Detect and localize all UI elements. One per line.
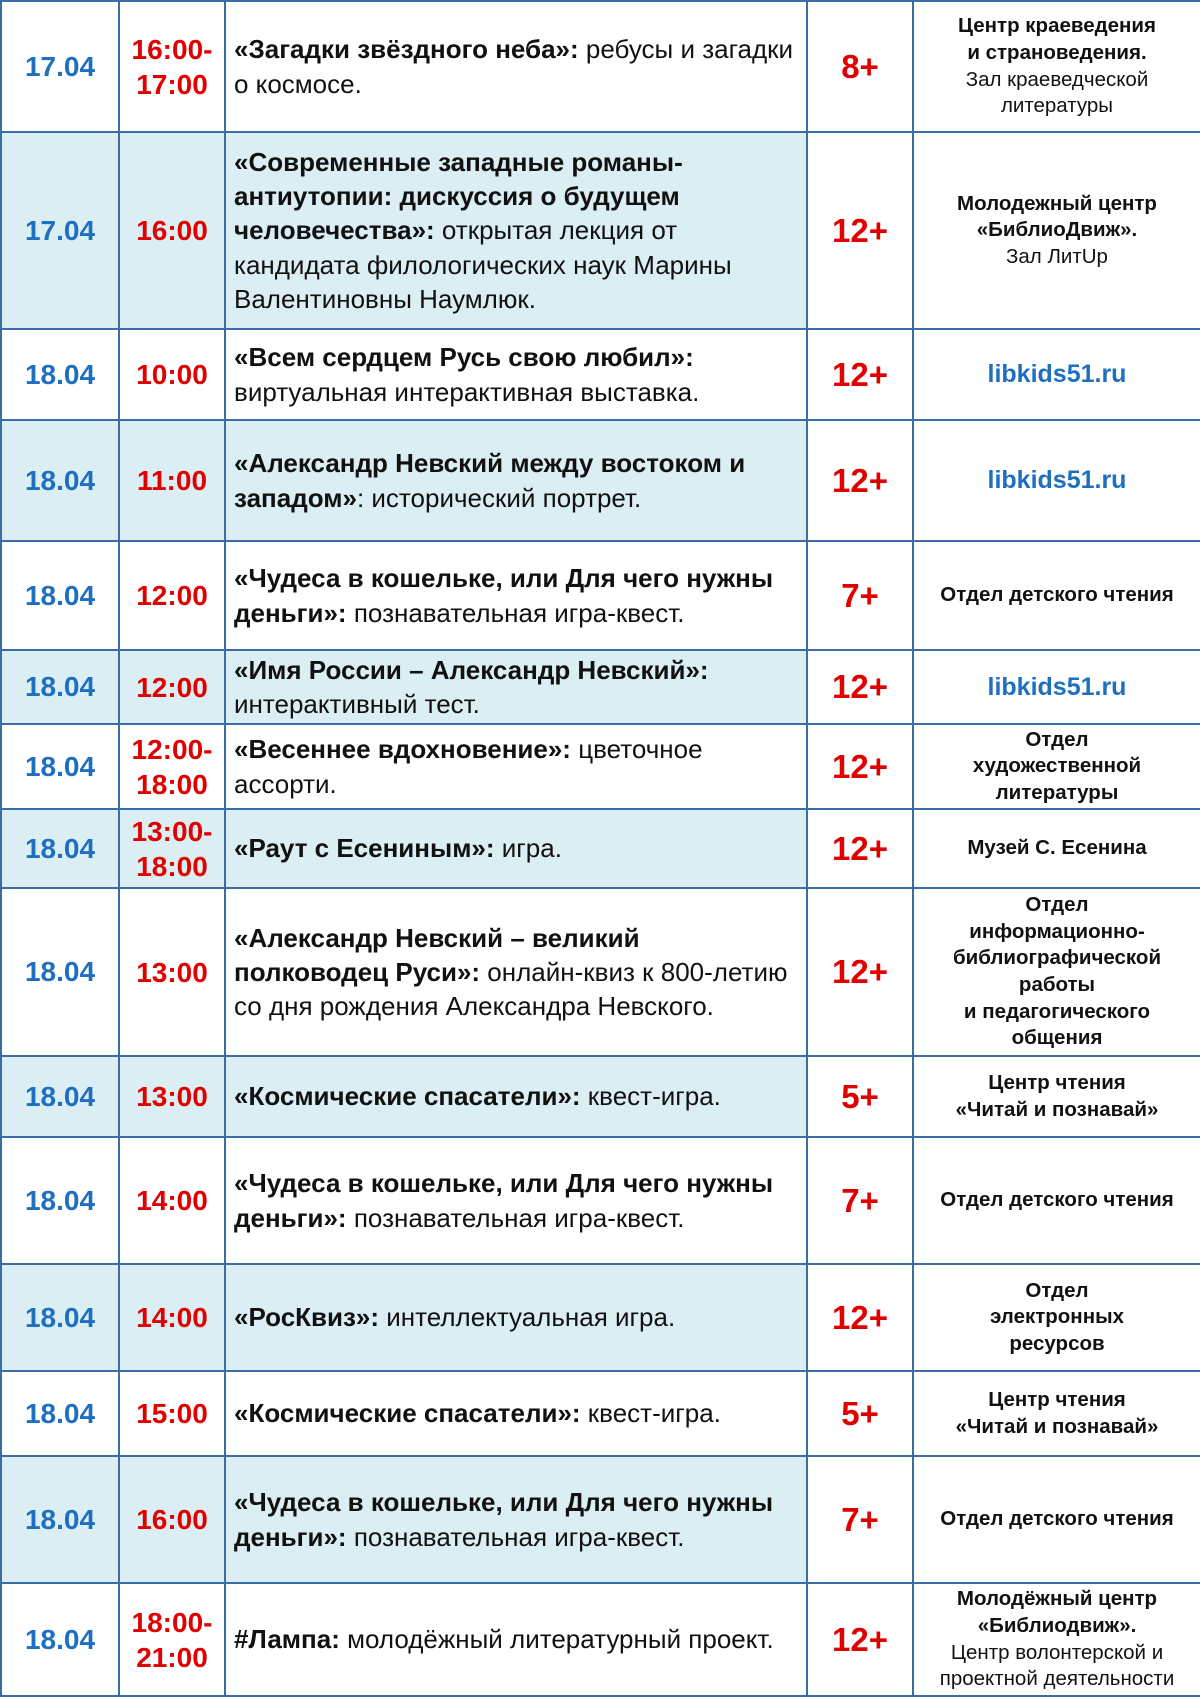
event-title: «Космические спасатели»:: [234, 1398, 581, 1429]
event-details: виртуальная интерактивная выставка.: [234, 376, 700, 407]
event-location: [913, 1371, 1200, 1456]
table-row: [1, 650, 1200, 724]
event-title: «Александр Невский – великий полководец Руси»:: [234, 922, 640, 987]
event-time: [119, 1371, 225, 1456]
location-name: Молодежный центр «БиблиоДвиж».: [957, 191, 1157, 242]
event-time-line: 13:00: [136, 1081, 208, 1112]
age-rating: 12+: [807, 132, 913, 329]
event-time: [119, 1583, 225, 1696]
event-time: [119, 132, 225, 329]
location-room: Центр волонтерской и проектной деятельности: [939, 1640, 1175, 1691]
event-title: «Александр Невский между востоком и западом»: [234, 448, 746, 513]
event-time-line: 16:00-: [131, 33, 213, 65]
event-details: квест-игра.: [580, 1081, 721, 1112]
event-description: [225, 809, 807, 888]
age-rating: 7+: [807, 1456, 913, 1583]
event-title: «Загадки звёздного неба»:: [234, 34, 579, 65]
table-row: [1, 1, 1200, 132]
event-description: [225, 420, 807, 541]
age-rating: 12+: [807, 809, 913, 888]
event-time: [119, 888, 225, 1056]
event-date: 18.04: [1, 420, 119, 541]
event-location: [913, 1137, 1200, 1264]
event-date: 18.04: [1, 1056, 119, 1137]
event-description: [225, 724, 807, 809]
location-website-link[interactable]: libkids51.ru: [987, 360, 1127, 389]
event-details: интеллектуальная игра.: [379, 1302, 676, 1333]
event-date: 18.04: [1, 650, 119, 724]
event-time: [119, 329, 225, 420]
event-details: открытая лекция от кандидата филологических наук Марины Валентиновны Наумлюк.: [234, 215, 732, 314]
event-time: [119, 724, 225, 809]
event-description: [225, 1371, 807, 1456]
age-rating: 8+: [807, 1, 913, 132]
age-rating: 7+: [807, 1137, 913, 1264]
event-location: [913, 1056, 1200, 1137]
event-title: «Чудеса в кошельке, или Для чего нужны деньги»:: [234, 1168, 774, 1233]
event-location: [913, 1456, 1200, 1583]
age-rating: 7+: [807, 541, 913, 650]
event-title: #Лампа:: [234, 1624, 340, 1655]
event-date: 18.04: [1, 329, 119, 420]
event-location: [913, 724, 1200, 809]
event-description: [225, 1137, 807, 1264]
event-location: [913, 650, 1200, 724]
event-date: 18.04: [1, 1137, 119, 1264]
event-details: игра.: [494, 833, 562, 864]
age-rating: 12+: [807, 1264, 913, 1371]
location-website-link[interactable]: libkids51.ru: [987, 466, 1127, 495]
event-time-line: 13:00-: [131, 815, 213, 847]
event-time-line: 18:00: [136, 850, 208, 882]
event-time-line: 18:00-: [131, 1606, 213, 1638]
event-title: «Имя России – Александр Невский»:: [234, 654, 709, 685]
event-time-line: 16:00: [136, 1504, 208, 1535]
event-title: «Всем сердцем Русь свою любил»:: [234, 342, 694, 373]
table-row: [1, 1056, 1200, 1137]
age-rating: 12+: [807, 329, 913, 420]
table-row: [1, 1137, 1200, 1264]
event-time-line: 21:00: [136, 1641, 208, 1673]
table-row: [1, 1583, 1200, 1696]
event-title: «Раут с Есениным»:: [234, 833, 495, 864]
table-row: [1, 724, 1200, 809]
location-name: Отдел художественной литературы: [972, 727, 1142, 804]
event-details: молодёжный литературный проект.: [339, 1624, 774, 1655]
location-website-link[interactable]: libkids51.ru: [987, 672, 1127, 701]
event-date: 18.04: [1, 1264, 119, 1371]
event-date: 18.04: [1, 1371, 119, 1456]
event-date: 18.04: [1, 541, 119, 650]
event-details: познавательная игра-квест.: [346, 1521, 685, 1552]
event-time-line: 10:00: [136, 359, 208, 390]
event-details: квест-игра.: [580, 1398, 721, 1429]
table-row: [1, 420, 1200, 541]
event-location: [913, 1264, 1200, 1371]
event-location: [913, 1583, 1200, 1696]
event-details: цветочное ассорти.: [234, 734, 703, 799]
event-description: [225, 329, 807, 420]
event-title: «Чудеса в кошельке, или Для чего нужны деньги»:: [234, 563, 774, 628]
event-title: «Современные западные романы-антиутопии: дискуссия о будущем человечества»:: [234, 146, 683, 246]
event-description: [225, 650, 807, 724]
event-date: 17.04: [1, 1, 119, 132]
event-details: ребусы и загадки о космосе.: [234, 34, 794, 99]
age-rating: 12+: [807, 420, 913, 541]
event-description: [225, 888, 807, 1056]
location-name: Отдел детского чтения: [940, 1188, 1174, 1212]
location-name: Центр чтения «Читай и познавай»: [955, 1070, 1159, 1121]
event-location: [913, 1, 1200, 132]
location-name: Молодёжный центр «Библиодвиж».: [956, 1587, 1158, 1637]
event-location: [913, 420, 1200, 541]
age-rating: 12+: [807, 1583, 913, 1696]
event-location: [913, 809, 1200, 888]
event-time-line: 11:00: [136, 465, 208, 496]
table-row: [1, 132, 1200, 329]
event-time-line: 18:00: [136, 768, 208, 800]
location-room: Зал ЛитUp: [1006, 244, 1108, 268]
table-row: [1, 329, 1200, 420]
event-time-line: 16:00: [136, 215, 208, 246]
event-location: [913, 541, 1200, 650]
age-rating: 12+: [807, 650, 913, 724]
event-time: [119, 420, 225, 541]
event-description: [225, 1456, 807, 1583]
event-time-line: 12:00: [136, 671, 208, 703]
event-location: [913, 329, 1200, 420]
event-time-line: 15:00: [136, 1398, 208, 1429]
event-description: [225, 1, 807, 132]
table-row: [1, 1264, 1200, 1371]
age-rating: 12+: [807, 724, 913, 809]
event-description: [225, 1264, 807, 1371]
event-description: [225, 132, 807, 329]
event-time: [119, 1456, 225, 1583]
event-date: 18.04: [1, 888, 119, 1056]
location-name: Отдел детского чтения: [940, 1507, 1174, 1531]
event-date: 18.04: [1, 809, 119, 888]
location-name: Отдел детского чтения: [940, 583, 1174, 607]
event-time: [119, 809, 225, 888]
location-name: Музей С. Есенина: [967, 836, 1147, 860]
event-time: [119, 1, 225, 132]
event-details: онлайн-квиз к 800-летию со дня рождения Александра Невского.: [234, 956, 788, 1022]
age-rating: 5+: [807, 1056, 913, 1137]
location-name: Отдел электронных ресурсов: [990, 1278, 1124, 1355]
event-details: : исторический портрет.: [356, 482, 642, 513]
event-time-line: 17:00: [136, 68, 208, 100]
location-name: Отдел информационно- библиографической работы и педагогического общения: [952, 893, 1162, 1050]
location-room: Зал краеведческой литературы: [965, 67, 1149, 118]
event-time: [119, 1137, 225, 1264]
event-description: [225, 541, 807, 650]
event-date: 17.04: [1, 132, 119, 329]
event-description: [225, 1583, 807, 1696]
event-time-line: 13:00: [136, 956, 208, 988]
event-time-line: 14:00: [136, 1302, 208, 1333]
event-title: «Весеннее вдохновение»:: [234, 734, 571, 765]
event-details: познавательная игра-квест.: [346, 597, 685, 628]
location-name: Центр краеведения и страноведения.: [958, 14, 1156, 64]
age-rating: 12+: [807, 888, 913, 1056]
event-location: [913, 888, 1200, 1056]
event-date: 18.04: [1, 1583, 119, 1696]
table-row: [1, 888, 1200, 1056]
event-details: познавательная игра-квест.: [346, 1202, 685, 1233]
table-row: [1, 1456, 1200, 1583]
event-location: [913, 132, 1200, 329]
event-details: интерактивный тест.: [234, 689, 480, 719]
age-rating: 5+: [807, 1371, 913, 1456]
table-row: [1, 541, 1200, 650]
event-date: 18.04: [1, 1456, 119, 1583]
event-time-line: 14:00: [136, 1185, 208, 1216]
event-time: [119, 650, 225, 724]
event-time-line: 12:00-: [131, 733, 213, 765]
event-date: 18.04: [1, 724, 119, 809]
event-time: [119, 1264, 225, 1371]
event-title: «Космические спасатели»:: [234, 1081, 581, 1112]
event-time-line: 12:00: [136, 580, 208, 611]
schedule-body: [1, 1, 1200, 1696]
event-time: [119, 1056, 225, 1137]
table-row: [1, 809, 1200, 888]
event-time: [119, 541, 225, 650]
event-description: [225, 1056, 807, 1137]
table-row: [1, 1371, 1200, 1456]
event-title: «РосКвиз»:: [234, 1302, 380, 1333]
event-title: «Чудеса в кошельке, или Для чего нужны деньги»:: [234, 1487, 774, 1552]
location-name: Центр чтения «Читай и познавай»: [955, 1387, 1159, 1438]
